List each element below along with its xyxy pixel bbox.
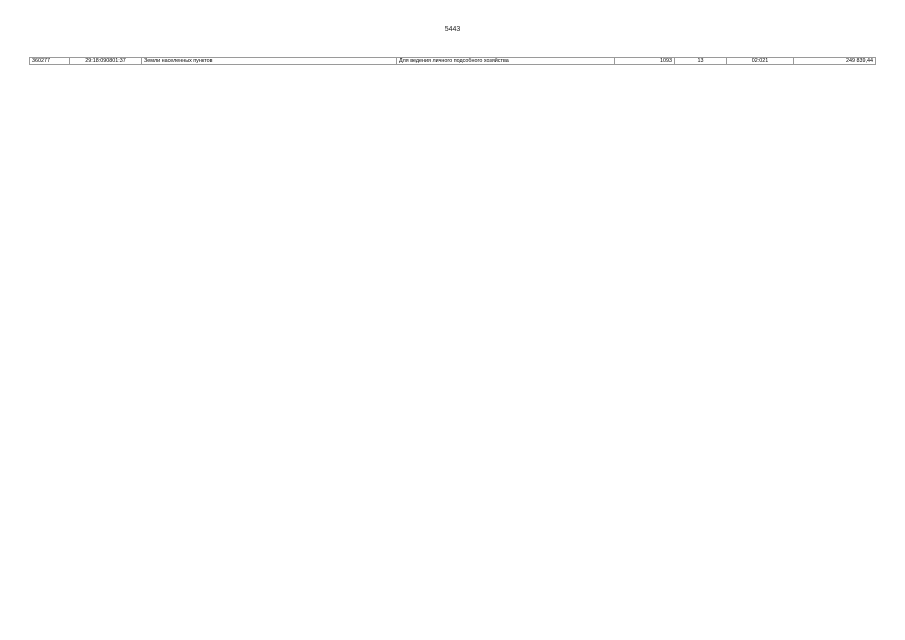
cadastral-number-cell: 29:18:090801:37 xyxy=(70,58,142,65)
permitted-use-cell: Для ведения личного подсобного хозяйства xyxy=(397,58,615,65)
code-cell: 02:021 xyxy=(727,58,794,65)
area-cell: 1093 xyxy=(615,58,675,65)
land-category-cell: Земли населенных пунктов xyxy=(142,58,397,65)
page-number: 5443 xyxy=(444,26,461,33)
zone-cell: 13 xyxy=(675,58,727,65)
row-id-cell: 360277 xyxy=(30,58,70,65)
value-cell: 249 839,44 xyxy=(794,58,876,65)
table-body xyxy=(30,58,876,65)
table-container xyxy=(29,57,875,65)
land-parcel-table xyxy=(29,57,876,65)
table-row xyxy=(30,58,876,65)
